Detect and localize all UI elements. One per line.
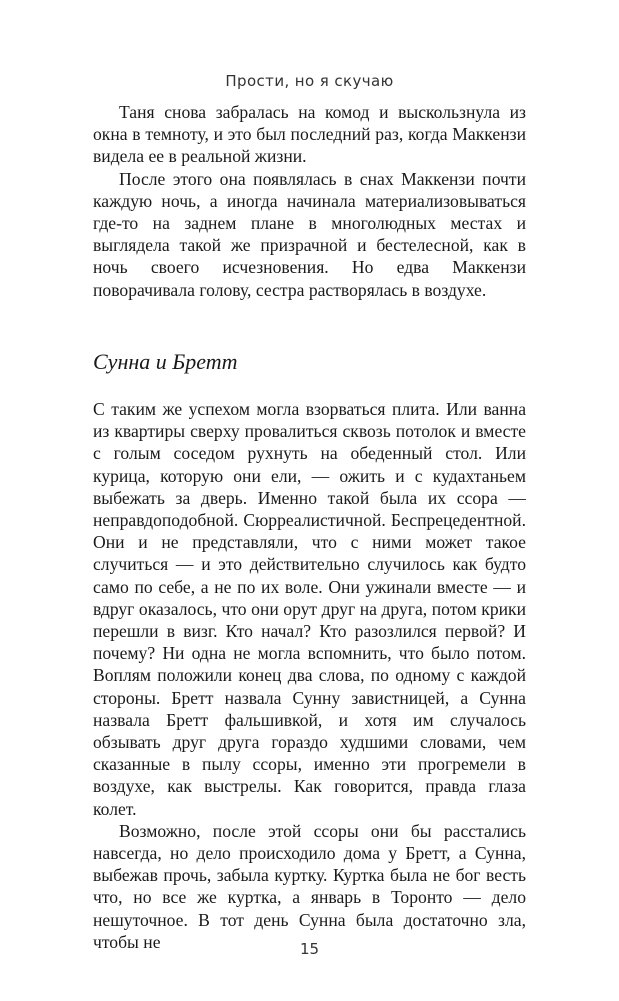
running-head: Прости, но я скучаю [225, 72, 394, 90]
text-block-intro [93, 101, 526, 301]
text-block-section [93, 398, 526, 953]
paragraph: С таким же успехом могла взорваться плита. Или ванна из квартиры сверху провалиться сквозь потолок и вместе с голым соседом рухнуть на обеденный стол. Или курица, которую они ели, — ожить и с кудахтаньем выбежать за дверь. Именно такой была их ссора — неправдоподобной. Сюрреалистичной. Беспрецедентной. Они и не представляли, что с ними может такое случиться — и это действительно случилось как будто само по себе, а не по их воле. Они ужинали вместе — и вдруг оказалось, что они орут друг на друга, потом крики перешли в визг. Кто начал? Кто разозлился первой? И почему? Ни одна не могла вспомнить, что было потом. Воплям положили конец два слова, по одному с каждой стороны. Бретт назвала Сунну завистницей, а Сунна назвала Бретт фальшивкой, и хотя им случалось обзывать друг друга гораздо худшими словами, чем сказанные в пылу ссоры, именно эти прогремели в воздухе, как выстрелы. Как говорится, правда глаза колет. [93, 399, 526, 819]
page-number: 15 [299, 940, 320, 958]
paragraph: Возможно, после этой ссоры они бы расстались навсегда, но дело происходило дома у Бретт, а Сунна, выбежав прочь, забыла куртку. Куртка была не бог весть что, но все же куртка, а январь в Торонто — дело нешуточное. В тот день Сунна была достаточно зла, чтобы не [93, 820, 526, 952]
section-heading: Сунна и Бретт [93, 349, 238, 374]
paragraph: После этого она появлялась в снах Маккензи почти каждую ночь, а иногда начинала материализовываться где-то на заднем плане в многолюдных местах и выглядела такой же призрачной и бестелесной, как в ночь своего исчезновения. Но едва Маккензи поворачивала голову, сестра растворялась в воздухе. [93, 168, 526, 300]
paragraph: Таня снова забралась на комод и выскользнула из окна в темноту, и это был последний раз, когда Маккензи видела ее в реальной жизни. [93, 102, 526, 167]
